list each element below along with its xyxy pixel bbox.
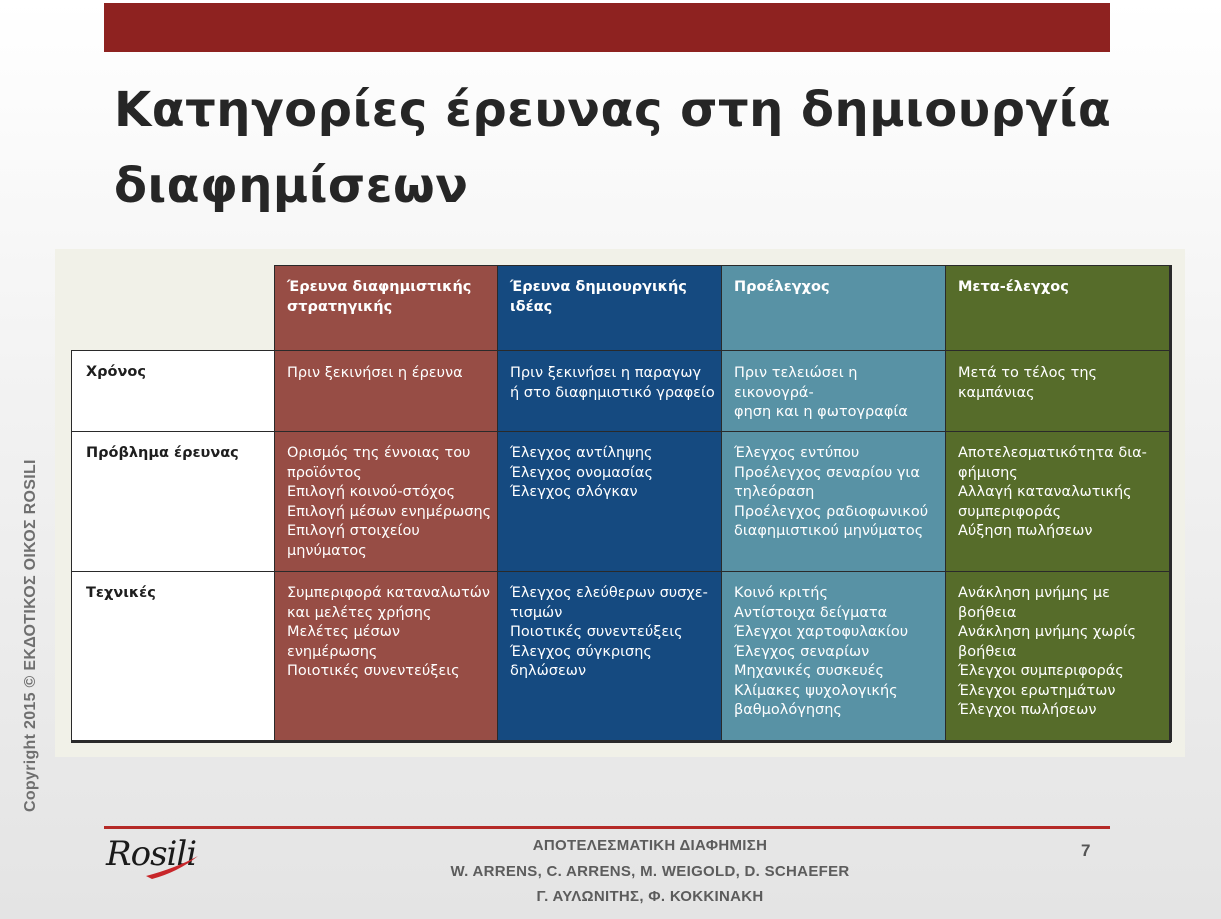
research-categories-table — [55, 249, 1185, 757]
slide-title-line-1: Κατηγορίες έρευνας στη δημιουργία — [114, 82, 1112, 138]
table-column-divider — [721, 265, 722, 742]
rosili-logo — [106, 834, 206, 880]
footer-book-title: ΑΠΟΤΕΛΕΣΜΑΤΙΚΗ ΔΙΑΦΗΜΙΣΗ — [532, 837, 768, 854]
logo-swoosh-icon — [106, 834, 206, 880]
table-column-divider — [945, 265, 946, 742]
copyright-vertical-text: Copyright 2015 © ΕΚΔΟΤΙΚΟΣ ΟΙΚΟΣ ROSILI — [22, 459, 39, 812]
logo-text: Rosili — [106, 834, 197, 874]
table-row-divider — [71, 350, 1169, 351]
table-cell: Έλεγχος ελεύθερων συσχε- τισμών Ποιοτικές συνεντεύξεις Έλεγχος σύγκρισης δηλώσεων — [497, 571, 721, 741]
table-column-divider — [71, 350, 72, 742]
table-cell: Πριν τελειώσει η εικονογρά- φηση και η φωτογραφία — [721, 350, 945, 431]
row-label-techniques: Τεχνικές — [71, 571, 274, 741]
header-cell-strategy: Έρευνα διαφημιστικής στρατηγικής — [274, 265, 497, 350]
header-cell-posttest: Μετα-έλεγχος — [945, 265, 1169, 350]
page-number: 7 — [1081, 841, 1091, 860]
table-cell: Ανάκληση μνήμης με βοήθεια Ανάκληση μνήμης χωρίς βοήθεια Έλεγχοι συμπεριφοράς Έλεγχοι ερωτημάτων Έλεγχοι πωλήσεων — [945, 571, 1169, 741]
table-cell: Πριν ξεκινήσει η έρευνα — [274, 350, 497, 431]
slide-title — [114, 72, 1114, 224]
table-bottom-border — [71, 740, 1171, 743]
table-cell: Συμπεριφορά καταναλωτών και μελέτες χρήσης Μελέτες μέσων ενημέρωσης Ποιοτικές συνεντεύξεις — [274, 571, 497, 741]
table-row-divider — [71, 571, 1169, 572]
table-cell: Πριν ξεκινήσει η παραγωγ ή στο διαφημιστικό γραφείο — [497, 350, 721, 431]
header-cell-creative: Έρευνα δημιουργικής ιδέας — [497, 265, 721, 350]
table-column-divider — [497, 265, 498, 742]
table-right-border — [1169, 265, 1172, 742]
footer-translators: Γ. ΑΥΛΩΝΙΤΗΣ, Φ. ΚΟΚΚΙΝΑΚΗ — [536, 888, 764, 905]
header-cell-pretest: Προέλεγχος — [721, 265, 945, 350]
table-cell: Ορισμός της έννοιας του προϊόντος Επιλογή κοινού-στόχος Επιλογή μέσων ενημέρωσης Επιλογή στοιχείου μηνύματος — [274, 431, 497, 571]
slide-title-line-2: διαφημίσεων — [114, 158, 469, 214]
table-cell: Έλεγχος αντίληψης Έλεγχος ονομασίας Έλεγχος σλόγκαν — [497, 431, 721, 571]
row-label-research-problem: Πρόβλημα έρευνας — [71, 431, 274, 571]
top-banner-bar — [104, 3, 1110, 52]
footer-divider-line — [104, 826, 1110, 829]
footer-authors: W. ARRENS, C. ARRENS, M. WEIGOLD, D. SCHAEFER — [450, 863, 850, 880]
table-row-divider — [71, 431, 1169, 432]
table-column-divider — [274, 265, 275, 742]
table-cell: Μετά το τέλος της καμπάνιας — [945, 350, 1169, 431]
table-cell: Έλεγχος εντύπου Προέλεγχος σεναρίου για τηλεόραση Προέλεγχος ραδιοφωνικού διαφημιστικού μηνύματος — [721, 431, 945, 571]
row-label-time: Χρόνος — [71, 350, 274, 431]
table-cell: Αποτελεσματικότητα δια- φήμισης Αλλαγή καταναλωτικής συμπεριφοράς Αύξηση πωλήσεων — [945, 431, 1169, 571]
table-cell: Κοινό κριτής Αντίστοιχα δείγματα Έλεγχοι χαρτοφυλακίου Έλεγχος σεναρίων Μηχανικές συσκευές Κλίμακες ψυχολογικής βαθμολόγησης — [721, 571, 945, 741]
